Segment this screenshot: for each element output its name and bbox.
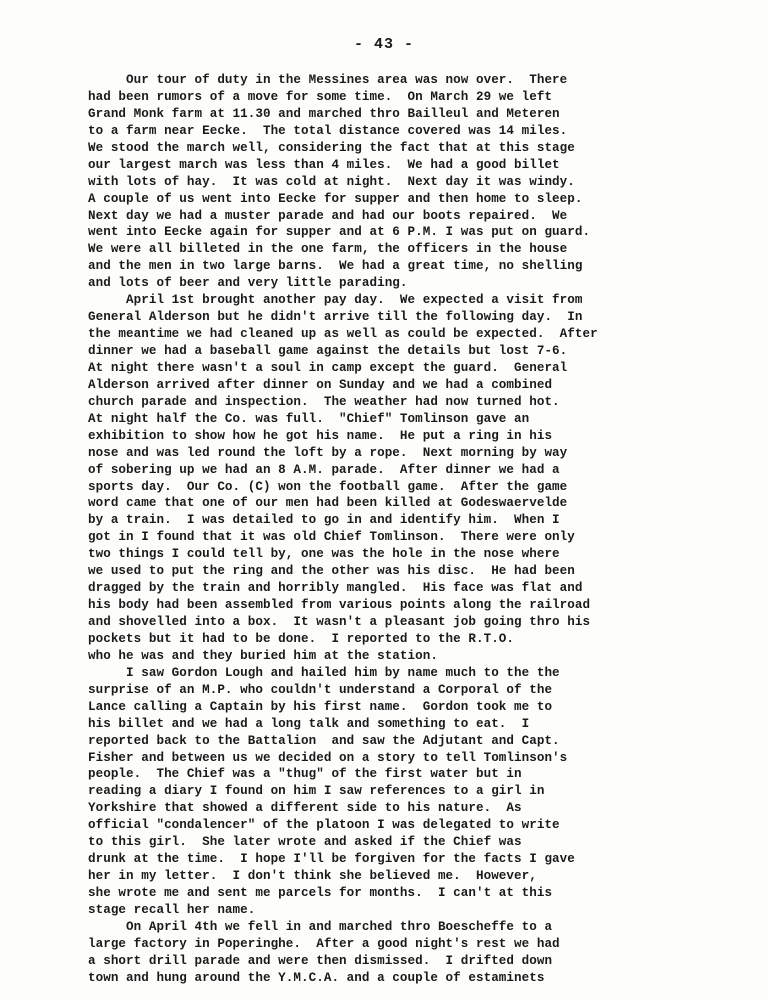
text-line: reading a diary I found on him I saw references to a girl in <box>88 784 545 799</box>
text-line: Alderson arrived after dinner on Sunday and we had a combined <box>88 377 553 392</box>
text-line: I saw Gordon Lough and hailed him by name much to the the <box>88 665 560 680</box>
text-line: got in I found that it was old Chief Tomlinson. There were only <box>88 530 575 545</box>
text-line: Fisher and between us we decided on a story to tell Tomlinson's <box>88 750 568 765</box>
text-line: General Alderson but he didn't arrive till the following day. In <box>88 310 583 325</box>
text-line: to this girl. She later wrote and asked if the Chief was <box>88 835 522 850</box>
text-line: by a train. I was detailed to go in and identify him. When I <box>88 513 560 528</box>
text-line: sports day. Our Co. (C) won the football game. After the game <box>88 479 568 494</box>
text-line: two things I could tell by, one was the hole in the nose where <box>88 547 560 562</box>
text-line: and the men in two large barns. We had a great time, no shelling <box>88 259 583 274</box>
text-line: of sobering up we had an 8 A.M. parade. After dinner we had a <box>88 462 560 477</box>
text-line: dinner we had a baseball game against the details but lost 7-6. <box>88 344 568 358</box>
text-line: word came that one of our men had been killed at Godeswaervelde <box>88 496 568 511</box>
text-line: We were all billeted in the one farm, the officers in the house <box>88 242 568 257</box>
text-line: We stood the march well, considering the fact that at this stage <box>88 140 575 155</box>
text-line: Our tour of duty in the Messines area was now over. There <box>88 73 568 87</box>
text-line: At night there wasn't a soul in camp except the guard. General <box>88 360 568 375</box>
text-line: nose and was led round the loft by a rope. Next morning by way <box>88 445 568 460</box>
text-line: we used to put the ring and the other was his disc. He had been <box>88 564 575 579</box>
text-line: his billet and we had a long talk and something to eat. I <box>88 716 530 731</box>
text-line: she wrote me and sent me parcels for months. I can't at this <box>88 886 553 900</box>
text-line: his body had been assembled from various points along the railroad <box>88 598 591 613</box>
text-line: Lance calling a Captain by his first name. Gordon took me to <box>88 699 553 714</box>
text-line: who he was and they buried him at the station. <box>88 648 438 663</box>
text-line: Grand Monk farm at 11.30 and marched thro Bailleul and Meteren <box>88 106 560 121</box>
text-line: to a farm near Eecke. The total distance covered was 14 miles. <box>88 123 568 138</box>
text-line: surprise of an M.P. who couldn't understand a Corporal of the <box>88 682 553 697</box>
text-line: drunk at the time. I hope I'll be forgiven for the facts I gave <box>88 852 575 867</box>
text-line: On April 4th we fell in and marched thro Boescheffe to a <box>88 919 553 934</box>
text-line: a short drill parade and were then dismissed. I drifted down <box>88 953 553 968</box>
text-line: A couple of us went into Eecke for supper and then home to sleep. <box>88 191 583 206</box>
text-line: the meantime we had cleaned up as well as could be expected. After <box>88 327 598 342</box>
text-line: went into Eecke again for supper and at 6 P.M. I was put on guard. <box>88 225 591 240</box>
text-line: town and hung around the Y.M.C.A. and a couple of estaminets <box>88 970 545 985</box>
page-number: - 43 - <box>353 36 414 53</box>
text-line: and shovelled into a box. It wasn't a pleasant job going thro his <box>88 615 591 629</box>
text-line: Yorkshire that showed a different side to his nature. As <box>88 801 522 816</box>
body-text <box>88 72 708 987</box>
text-line: reported back to the Battalion and saw the Adjutant and Capt. <box>88 733 560 748</box>
text-line: had been rumors of a move for some time. On March 29 we left <box>88 89 553 104</box>
text-line: exhibition to show how he got his name. He put a ring in his <box>88 428 553 443</box>
text-line: our largest march was less than 4 miles. We had a good billet <box>88 157 560 172</box>
text-line: large factory in Poperinghe. After a good night's rest we had <box>88 936 560 951</box>
text-line: with lots of hay. It was cold at night. Next day it was windy. <box>88 174 575 189</box>
text-line: people. The Chief was a "thug" of the first water but in <box>88 767 522 782</box>
text-line: stage recall her name. <box>88 902 256 917</box>
text-line: dragged by the train and horribly mangled. His face was flat and <box>88 581 583 596</box>
text-line: her in my letter. I don't think she believed me. However, <box>88 869 537 884</box>
text-line: Next day we had a muster parade and had our boots repaired. We <box>88 208 568 223</box>
text-line: April 1st brought another pay day. We expected a visit from <box>88 293 583 308</box>
text-line: At night half the Co. was full. "Chief" Tomlinson gave an <box>88 411 530 426</box>
text-line: official "condalencer" of the platoon I was delegated to write <box>88 818 560 833</box>
text-line: church parade and inspection. The weather had now turned hot. <box>88 394 560 409</box>
text-line: pockets but it had to be done. I reported to the R.T.O. <box>88 631 515 646</box>
text-line: and lots of beer and very little parading. <box>88 276 408 291</box>
